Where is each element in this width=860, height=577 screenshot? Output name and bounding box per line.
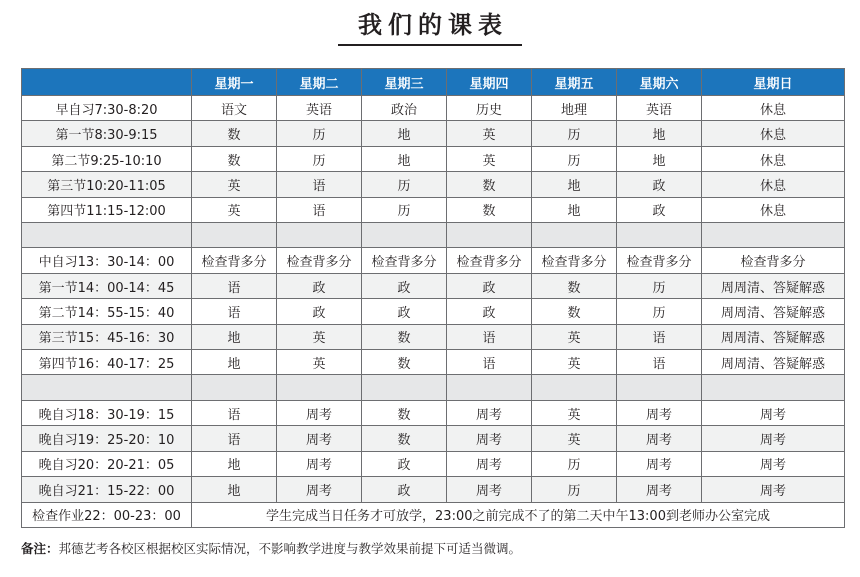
subject-cell: 周考 (447, 477, 532, 502)
subject-cell: 政 (617, 172, 702, 197)
schedule-row (22, 426, 845, 451)
subject-cell: 地 (192, 350, 277, 375)
subject-cell: 周考 (447, 451, 532, 476)
header-cell-empty (22, 69, 192, 96)
subject-cell: 历 (617, 299, 702, 324)
header-cell-friday: 星期五 (532, 69, 617, 96)
subject-cell: 政 (362, 477, 447, 502)
subject-cell: 周考 (617, 477, 702, 502)
subject-cell: 历 (532, 121, 617, 146)
subject-cell: 数 (192, 121, 277, 146)
header-cell-monday: 星期一 (192, 69, 277, 96)
schedule-row (22, 248, 845, 273)
subject-cell: 数 (362, 324, 447, 349)
time-slot-cell: 中自习13：30-14：00 (22, 248, 192, 273)
header-cell-saturday: 星期六 (617, 69, 702, 96)
homework-note-cell: 学生完成当日任务才可放学，23:00之前完成不了的第二天中午13:00到老师办公室完成 (192, 502, 845, 528)
time-slot-cell: 第二节14：55-15：40 (22, 299, 192, 324)
subject-cell (192, 223, 277, 248)
time-slot-cell: 晚自习19：25-20：10 (22, 426, 192, 451)
time-slot-cell: 检查作业22：00-23：00 (22, 502, 192, 528)
subject-cell: 周周清、答疑解惑 (702, 299, 845, 324)
subject-cell: 政 (447, 299, 532, 324)
header-row (22, 69, 845, 96)
subject-cell (532, 223, 617, 248)
subject-cell: 数 (532, 299, 617, 324)
subject-cell: 休息 (702, 172, 845, 197)
time-slot-cell: 晚自习21：15-22：00 (22, 477, 192, 502)
subject-cell (447, 223, 532, 248)
subject-cell (617, 223, 702, 248)
subject-cell: 周考 (702, 426, 845, 451)
time-slot-cell: 第三节15：45-16：30 (22, 324, 192, 349)
subject-cell: 检查背多分 (277, 248, 362, 273)
subject-cell: 周考 (277, 426, 362, 451)
subject-cell: 政 (277, 273, 362, 298)
subject-cell: 英语 (617, 96, 702, 121)
subject-cell (702, 375, 845, 400)
subject-cell: 语 (192, 426, 277, 451)
subject-cell: 地 (192, 324, 277, 349)
subject-cell: 英 (192, 172, 277, 197)
homework-check-row (22, 502, 845, 528)
subject-cell: 政 (362, 299, 447, 324)
subject-cell: 英 (277, 324, 362, 349)
subject-cell: 政 (447, 273, 532, 298)
subject-cell: 周考 (702, 477, 845, 502)
schedule-row (22, 451, 845, 476)
subject-cell: 周考 (277, 451, 362, 476)
schedule-row (22, 350, 845, 375)
subject-cell: 检查背多分 (192, 248, 277, 273)
subject-cell: 语 (447, 324, 532, 349)
schedule-row (22, 400, 845, 425)
subject-cell: 语文 (192, 96, 277, 121)
subject-cell: 历 (277, 146, 362, 171)
subject-cell: 数 (447, 172, 532, 197)
subject-cell: 周周清、答疑解惑 (702, 273, 845, 298)
subject-cell: 数 (532, 273, 617, 298)
time-slot-cell: 第四节11:15-12:00 (22, 197, 192, 222)
header-cell-thursday: 星期四 (447, 69, 532, 96)
subject-cell: 英 (277, 350, 362, 375)
time-slot-cell: 第一节8:30-9:15 (22, 121, 192, 146)
subject-cell (617, 375, 702, 400)
subject-cell: 地 (617, 146, 702, 171)
subject-cell (277, 375, 362, 400)
subject-cell (532, 375, 617, 400)
schedule-row (22, 273, 845, 298)
time-slot-cell: 第一节14：00-14：45 (22, 273, 192, 298)
subject-cell: 语 (277, 172, 362, 197)
schedule-row (22, 172, 845, 197)
subject-cell: 休息 (702, 96, 845, 121)
schedule-row (22, 477, 845, 502)
header-cell-sunday: 星期日 (702, 69, 845, 96)
subject-cell: 休息 (702, 197, 845, 222)
subject-cell: 历 (532, 146, 617, 171)
subject-cell: 休息 (702, 146, 845, 171)
subject-cell: 周考 (702, 451, 845, 476)
subject-cell: 周周清、答疑解惑 (702, 324, 845, 349)
subject-cell: 英 (447, 121, 532, 146)
subject-cell: 语 (447, 350, 532, 375)
subject-cell: 英 (532, 426, 617, 451)
page-title: 我们的课表 (338, 8, 522, 46)
subject-cell: 数 (362, 426, 447, 451)
subject-cell: 周考 (617, 451, 702, 476)
subject-cell: 政 (362, 451, 447, 476)
subject-cell: 地 (192, 477, 277, 502)
subject-cell: 历 (532, 451, 617, 476)
subject-cell: 数 (447, 197, 532, 222)
subject-cell: 英 (532, 400, 617, 425)
subject-cell: 政 (362, 273, 447, 298)
separator-row (22, 375, 845, 400)
subject-cell (362, 375, 447, 400)
time-slot-cell: 晚自习18：30-19：15 (22, 400, 192, 425)
subject-cell (362, 223, 447, 248)
subject-cell: 语 (617, 350, 702, 375)
footnote-text: 邦德艺考各校区根据校区实际情况，不影响教学进度与教学效果前提下可适当微调。 (58, 541, 522, 556)
time-slot-cell (22, 223, 192, 248)
subject-cell: 政 (617, 197, 702, 222)
subject-cell: 历 (277, 121, 362, 146)
subject-cell: 英 (447, 146, 532, 171)
subject-cell (447, 375, 532, 400)
schedule-row (22, 197, 845, 222)
subject-cell: 周考 (277, 477, 362, 502)
subject-cell: 历 (532, 477, 617, 502)
subject-cell: 语 (277, 197, 362, 222)
subject-cell: 语 (192, 299, 277, 324)
schedule-row (22, 96, 845, 121)
subject-cell: 周考 (702, 400, 845, 425)
subject-cell: 历 (362, 172, 447, 197)
subject-cell: 检查背多分 (447, 248, 532, 273)
time-slot-cell: 第二节9:25-10:10 (22, 146, 192, 171)
subject-cell: 周考 (447, 400, 532, 425)
subject-cell: 英 (532, 324, 617, 349)
subject-cell: 周考 (617, 426, 702, 451)
subject-cell: 周考 (277, 400, 362, 425)
time-slot-cell: 第三节10:20-11:05 (22, 172, 192, 197)
header-cell-tuesday: 星期二 (277, 69, 362, 96)
title-container (0, 8, 860, 46)
subject-cell: 检查背多分 (702, 248, 845, 273)
subject-cell: 检查背多分 (532, 248, 617, 273)
subject-cell: 历 (362, 197, 447, 222)
subject-cell: 检查背多分 (362, 248, 447, 273)
subject-cell: 地理 (532, 96, 617, 121)
subject-cell: 周考 (447, 426, 532, 451)
subject-cell (192, 375, 277, 400)
subject-cell: 周周清、答疑解惑 (702, 350, 845, 375)
time-slot-cell: 早自习7:30-8:20 (22, 96, 192, 121)
subject-cell: 数 (192, 146, 277, 171)
subject-cell: 地 (192, 451, 277, 476)
subject-cell: 检查背多分 (617, 248, 702, 273)
subject-cell: 语 (617, 324, 702, 349)
schedule-row (22, 299, 845, 324)
schedule-row (22, 121, 845, 146)
subject-cell: 历史 (447, 96, 532, 121)
subject-cell: 地 (532, 172, 617, 197)
footnote (21, 539, 521, 557)
time-slot-cell (22, 375, 192, 400)
separator-row (22, 223, 845, 248)
subject-cell (702, 223, 845, 248)
subject-cell: 地 (362, 121, 447, 146)
subject-cell: 地 (532, 197, 617, 222)
schedule-row (22, 146, 845, 171)
subject-cell: 数 (362, 350, 447, 375)
subject-cell: 地 (617, 121, 702, 146)
subject-cell (277, 223, 362, 248)
subject-cell: 语 (192, 400, 277, 425)
subject-cell: 休息 (702, 121, 845, 146)
schedule-row (22, 324, 845, 349)
footnote-label: 备注： (21, 541, 59, 556)
subject-cell: 数 (362, 400, 447, 425)
time-slot-cell: 晚自习20：20-21：05 (22, 451, 192, 476)
subject-cell: 历 (617, 273, 702, 298)
subject-cell: 地 (362, 146, 447, 171)
subject-cell: 英 (532, 350, 617, 375)
subject-cell: 英 (192, 197, 277, 222)
subject-cell: 英语 (277, 96, 362, 121)
header-cell-wednesday: 星期三 (362, 69, 447, 96)
subject-cell: 政治 (362, 96, 447, 121)
subject-cell: 政 (277, 299, 362, 324)
subject-cell: 语 (192, 273, 277, 298)
time-slot-cell: 第四节16：40-17：25 (22, 350, 192, 375)
subject-cell: 周考 (617, 400, 702, 425)
schedule-table (21, 68, 845, 528)
